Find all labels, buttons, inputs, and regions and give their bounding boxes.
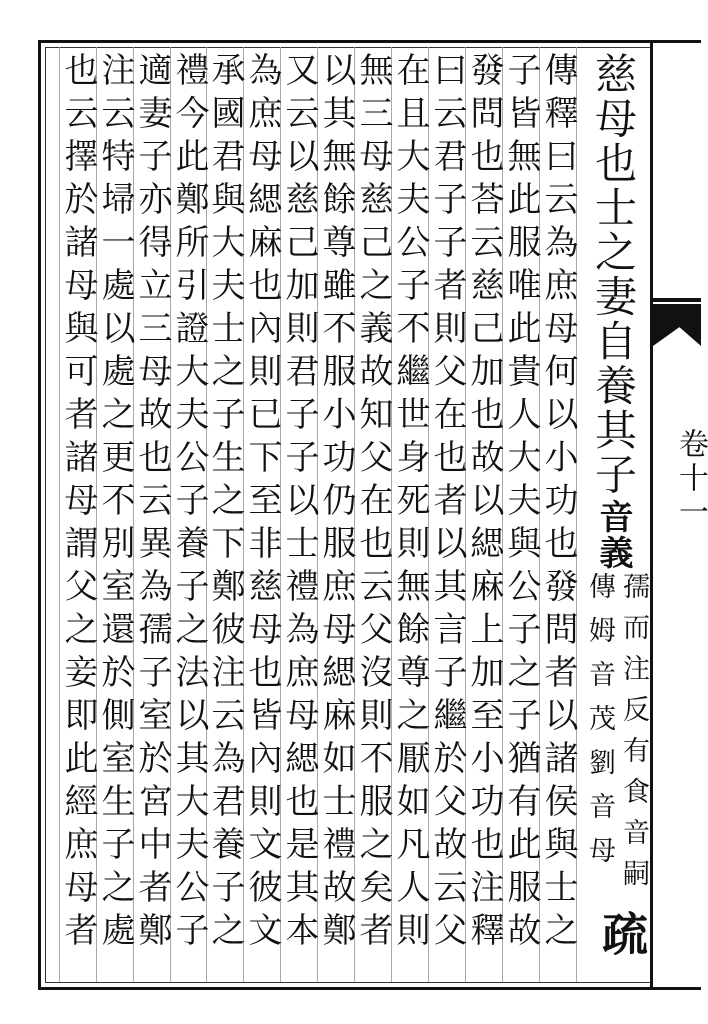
column-text: 承國君與大夫士之子生之下鄭彼注云為君養子之 (205, 52, 245, 955)
frame-border-left (38, 40, 41, 990)
text-column-11 (170, 47, 207, 982)
heading-main-text: 慈母也士之妻自養其子 (589, 52, 638, 497)
text-column-10 (206, 47, 243, 982)
column-text: 又云以慈己加則君子子以士禮為庶母緦也是其本 (279, 52, 319, 955)
frame-border-right (650, 40, 653, 990)
gloss-right-subcolumn: 孺而注反有食音嗣 (618, 572, 649, 900)
section-label-yinyi: 音義 (593, 499, 633, 571)
heading-column (576, 47, 650, 982)
column-text: 子皆無此服唯此貴人大夫與公子之子猶有此服故 (501, 52, 541, 955)
text-column-9 (243, 47, 280, 982)
commentary-marker-shu: 疏 (595, 910, 649, 956)
text-column-12 (133, 47, 170, 982)
frame-border-bottom (38, 987, 701, 990)
frame-inner-left (45, 47, 46, 983)
text-column-1 (539, 47, 576, 982)
text-column-8 (280, 47, 317, 982)
text-column-3 (465, 47, 502, 982)
text-column-4 (428, 47, 465, 982)
column-text: 適妻子亦得立三母故也云異為孺子室於宮中者鄭 (132, 52, 172, 955)
text-column-7 (317, 47, 354, 982)
fish-tail-rule (653, 298, 701, 302)
column-text: 為庶母緦麻也內則已下至非慈母也皆內則文彼文 (242, 52, 282, 955)
column-text: 以其無餘尊雖不服小功仍服庶母緦麻如士禮故鄭 (316, 52, 356, 955)
column-text: 注云特埽一處以處之更不別室還於側室生子之處 (95, 52, 135, 955)
fish-tail-mark (653, 304, 701, 346)
column-text: 無三母慈己之義故知父在也云父沒則不服之矣者 (353, 52, 393, 955)
text-column-5 (391, 47, 428, 982)
frame-border-top (38, 40, 701, 43)
column-text: 禮今此鄭所引證大夫公子養子之法以其大夫公子 (169, 52, 209, 955)
column-text: 在且大夫公子不繼世身死則無餘尊之厭如凡人則 (390, 52, 430, 955)
column-text: 發問也荅云慈己加也故以緦麻上加至小功也注釋 (464, 52, 504, 955)
gloss-left-subcolumn: 傳姆音茂劉音母 (584, 572, 615, 880)
text-column-6 (354, 47, 391, 982)
running-head-juan: 卷十一 (673, 428, 708, 530)
column-text: 也云擇於諸母與可者諸母謂父之妾即此經庶母者 (58, 52, 98, 955)
column-text: 曰云君子子者則父在也者以其言子繼於父故云父 (427, 52, 467, 955)
text-column-2 (502, 47, 539, 982)
column-text: 傳釋曰云為庶母何以小功也發問者以諸侯與士之 (538, 52, 578, 955)
frame-inner-bottom (45, 982, 650, 983)
text-column-14 (59, 47, 96, 982)
text-column-13 (96, 47, 133, 982)
